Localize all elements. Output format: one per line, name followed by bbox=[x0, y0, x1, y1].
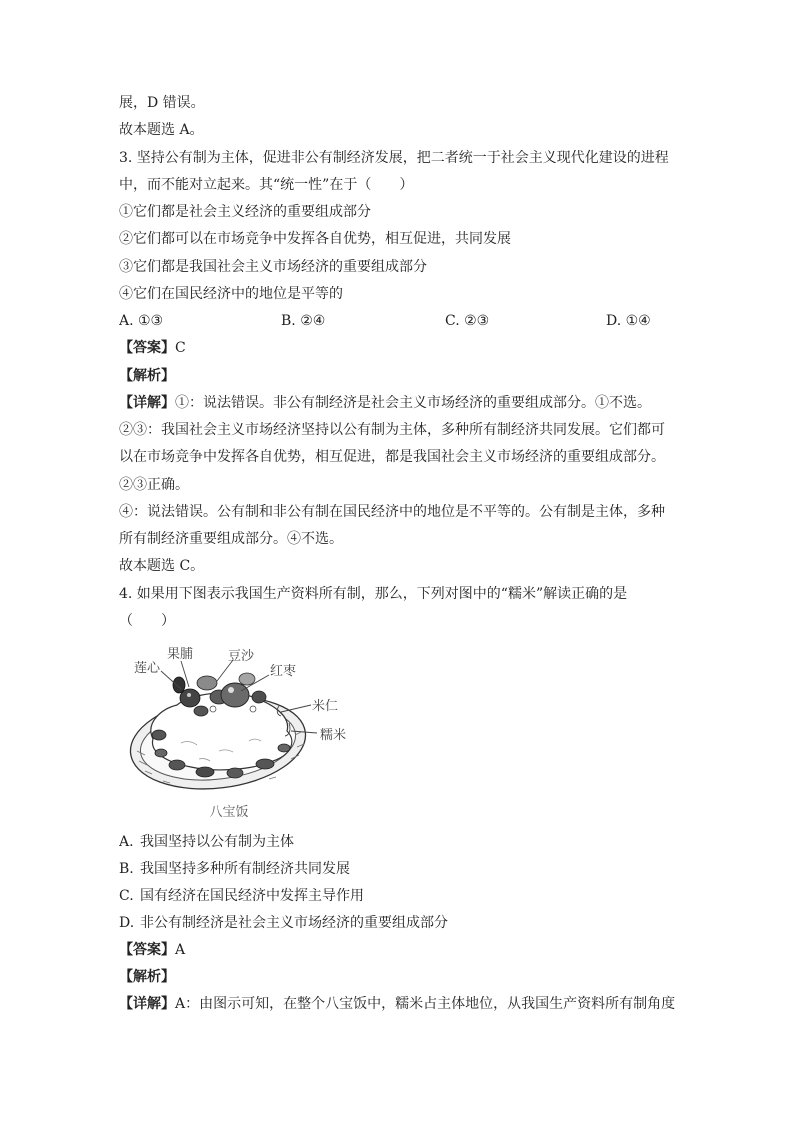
label-red-date: 红枣 bbox=[269, 664, 297, 679]
q4-analysis-tag: 【解析】 bbox=[119, 969, 175, 985]
q3-answer bbox=[119, 335, 679, 362]
q3-stem-line-1: 3. 坚持公有制为主体，促进非公有制经济发展，把二者统一于社会主义现代化建设的进程 bbox=[119, 149, 669, 166]
topping-highlight-2 bbox=[187, 693, 191, 697]
q4-option-d-label: D. bbox=[119, 915, 135, 931]
q4-answer-value: A bbox=[175, 942, 186, 958]
q3-statement-4: ④它们在国民经济中的地位是平等的 bbox=[119, 285, 343, 302]
topping-dark-3 bbox=[194, 706, 208, 716]
q4-detail-tag: 【详解】 bbox=[119, 996, 175, 1012]
babaofan-illustration bbox=[119, 635, 360, 829]
base-date-5 bbox=[227, 768, 243, 778]
base-date-7 bbox=[278, 744, 290, 752]
q3-statement-2: ②它们都可以在市场竞争中发挥各自优势，相互促进，共同发展 bbox=[119, 231, 511, 248]
q4-answer bbox=[119, 937, 679, 964]
topping-red-date-large bbox=[221, 683, 249, 707]
document-page bbox=[119, 90, 679, 1018]
topping-white-seed-1 bbox=[210, 706, 216, 712]
topping-candied-fruit bbox=[197, 676, 217, 690]
section-after-figure bbox=[119, 829, 679, 1018]
q4-option-c-label: C. bbox=[119, 888, 134, 904]
q4-option-a-label: A. bbox=[119, 834, 134, 850]
q3-statement-1: ①它们都是社会主义经济的重要组成部分 bbox=[119, 204, 371, 220]
q4-detail-text-1: A：由图示可知，在整个八宝饭中，糯米占主体地位，从我国生产资料所有制角度 bbox=[175, 996, 676, 1012]
q3-detail-line-5: ④：说法错误。公有制和非公有制在国民经济中的地位是不平等的。公有制是主体，多种 bbox=[119, 503, 665, 520]
label-job-tears: 米仁 bbox=[311, 699, 339, 714]
q3-detail-line-3: 以在市场竞争中发挥各自优势，相互促进，都是我国社会主义市场经济的重要组成部分。 bbox=[119, 449, 665, 466]
q4-option-c bbox=[119, 883, 679, 910]
prev-explanation-tail: 展，D 错误。 bbox=[119, 95, 205, 111]
q4-option-b bbox=[119, 856, 679, 883]
figure-caption: 八宝饭 bbox=[209, 805, 249, 820]
topping-highlight-1 bbox=[228, 687, 234, 693]
base-date-6 bbox=[256, 759, 274, 769]
q4-option-d-text: 非公有制经济是社会主义市场经济的重要组成部分 bbox=[140, 915, 448, 931]
q3-choice-b: B. ②④ bbox=[281, 313, 326, 329]
q3-analysis-tag: 【解析】 bbox=[119, 367, 175, 384]
q4-analysis-heading bbox=[119, 964, 679, 991]
base-date-4 bbox=[196, 767, 214, 777]
q3-detail-line-6: 所有制经济重要组成部分。④不选。 bbox=[119, 531, 343, 547]
topping-light-1 bbox=[239, 673, 255, 685]
q4-stem-line-1: 4. 如果用下图表示我国生产资料所有制，那么，下列对图中的“糯米”解读正确的是 bbox=[119, 585, 628, 602]
base-date-2 bbox=[155, 749, 167, 757]
section-before-figure bbox=[119, 90, 679, 635]
q3-detail-text-1: ①：说法错误。非公有制经济是社会主义市场经济的重要组成部分。①不选。 bbox=[175, 394, 651, 411]
topping-white-seed-2 bbox=[250, 706, 256, 712]
q3-stem-line-2: 中，而不能对立起来。其“统一性”在于（ ） bbox=[119, 176, 414, 193]
prev-conclusion: 故本题选 A。 bbox=[119, 122, 204, 139]
q3-detail-line-2: ②③：我国社会主义市场经济坚持以公有制为主体，多种所有制经济共同发展。它们都可 bbox=[119, 422, 665, 438]
q4-option-a bbox=[119, 829, 679, 856]
q3-choice-a: A. ①③ bbox=[119, 313, 164, 329]
q3-detail-line-1 bbox=[119, 390, 679, 417]
q3-detail-tag: 【详解】 bbox=[119, 394, 175, 411]
q3-choice-c: C. ②③ bbox=[445, 313, 490, 329]
q3-statement-3: ③它们都是我国社会主义市场经济的重要组成部分 bbox=[119, 258, 427, 275]
q4-detail-line-1 bbox=[119, 991, 679, 1018]
q4-stem-line-2: （ ） bbox=[119, 612, 175, 629]
label-glutinous-rice: 糯米 bbox=[319, 728, 347, 743]
q3-conclusion: 故本题选 C。 bbox=[119, 558, 205, 575]
topping-dark-1 bbox=[180, 689, 200, 707]
q4-answer-tag: 【答案】 bbox=[119, 942, 175, 958]
label-bean-paste: 豆沙 bbox=[227, 649, 255, 664]
q3-analysis-heading bbox=[119, 363, 679, 390]
q3-answer-value: C bbox=[175, 340, 186, 357]
topping-dark-2 bbox=[252, 691, 266, 703]
q4-option-d bbox=[119, 910, 679, 937]
q4-option-b-text: 我国坚持多种所有制经济共同发展 bbox=[140, 861, 350, 877]
q3-choices bbox=[119, 308, 679, 335]
base-date-1 bbox=[152, 730, 166, 740]
label-lotus-seed: 莲心 bbox=[133, 661, 161, 676]
q4-option-b-label: B. bbox=[119, 861, 134, 877]
q4-figure bbox=[119, 635, 679, 829]
q3-choice-d: D. ①④ bbox=[606, 313, 651, 329]
base-date-3 bbox=[169, 760, 185, 770]
q3-answer-tag: 【答案】 bbox=[119, 340, 175, 357]
q3-detail-line-4: ②③正确。 bbox=[119, 476, 189, 493]
topping-lotus-seed bbox=[173, 677, 185, 693]
q4-option-a-text: 我国坚持以公有制为主体 bbox=[140, 834, 294, 850]
q4-option-c-text: 国有经济在国民经济中发挥主导作用 bbox=[140, 888, 364, 904]
label-candied-fruit: 果脯 bbox=[166, 647, 194, 662]
